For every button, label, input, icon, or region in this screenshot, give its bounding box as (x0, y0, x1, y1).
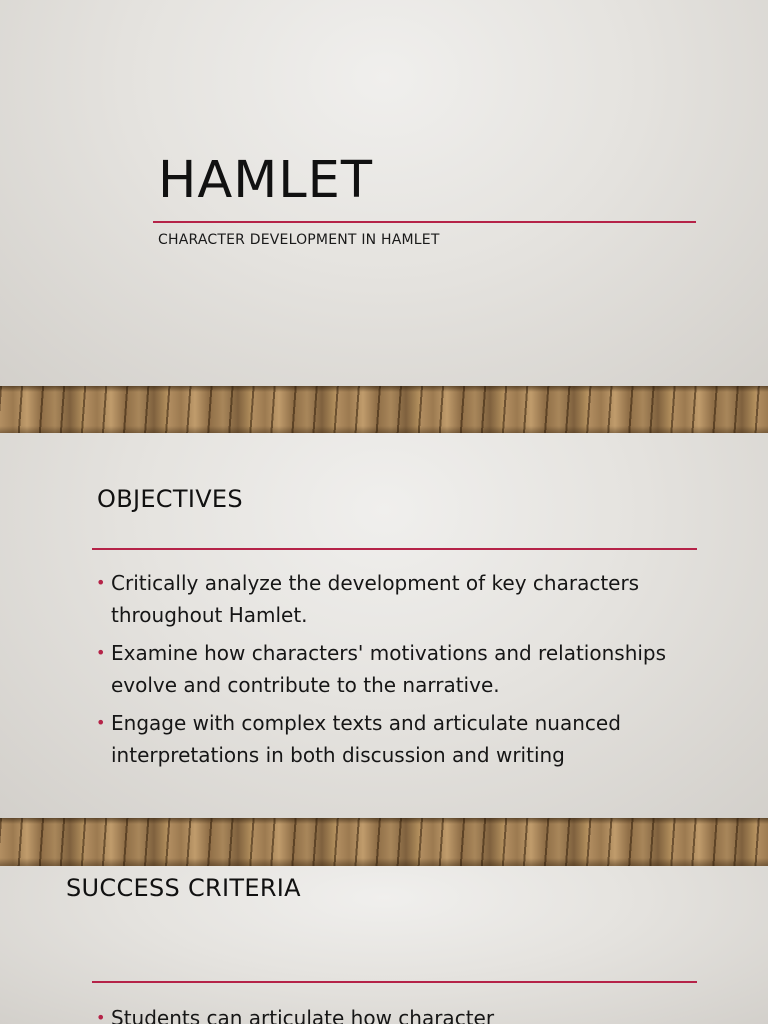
bullet-icon: • (96, 573, 106, 592)
title-divider (153, 221, 696, 223)
slide-title-heading: HAMLET (158, 151, 374, 210)
objectives-list (96, 567, 696, 777)
slide-objectives (0, 433, 768, 818)
success-criteria-heading: SUCCESS CRITERIA (66, 874, 301, 902)
slide-title (0, 0, 768, 386)
slide-success-criteria (0, 866, 768, 1024)
slide-subtitle: CHARACTER DEVELOPMENT IN HAMLET (158, 232, 440, 248)
success-criteria-list (96, 1002, 696, 1024)
wood-floor-divider (0, 818, 768, 866)
objectives-divider (92, 548, 697, 550)
bullet-icon: • (96, 643, 106, 662)
list-item (96, 707, 696, 771)
bullet-icon: • (96, 713, 106, 732)
list-item (96, 637, 696, 701)
list-item (96, 567, 696, 631)
bullet-text: Examine how characters' motivations and relationships evolve and contribute to the narrative. (111, 641, 667, 697)
bullet-text: Engage with complex texts and articulate nuanced interpretations in both discussion and writing (111, 711, 621, 767)
bullet-icon: • (96, 1008, 106, 1024)
list-item (96, 1002, 696, 1024)
wood-floor-divider (0, 386, 768, 433)
bullet-text: Critically analyze the development of key characters throughout Hamlet. (111, 571, 640, 627)
bullet-text: Students can articulate how character (111, 1006, 495, 1024)
success-criteria-divider (92, 981, 697, 983)
objectives-heading: OBJECTIVES (97, 485, 243, 513)
